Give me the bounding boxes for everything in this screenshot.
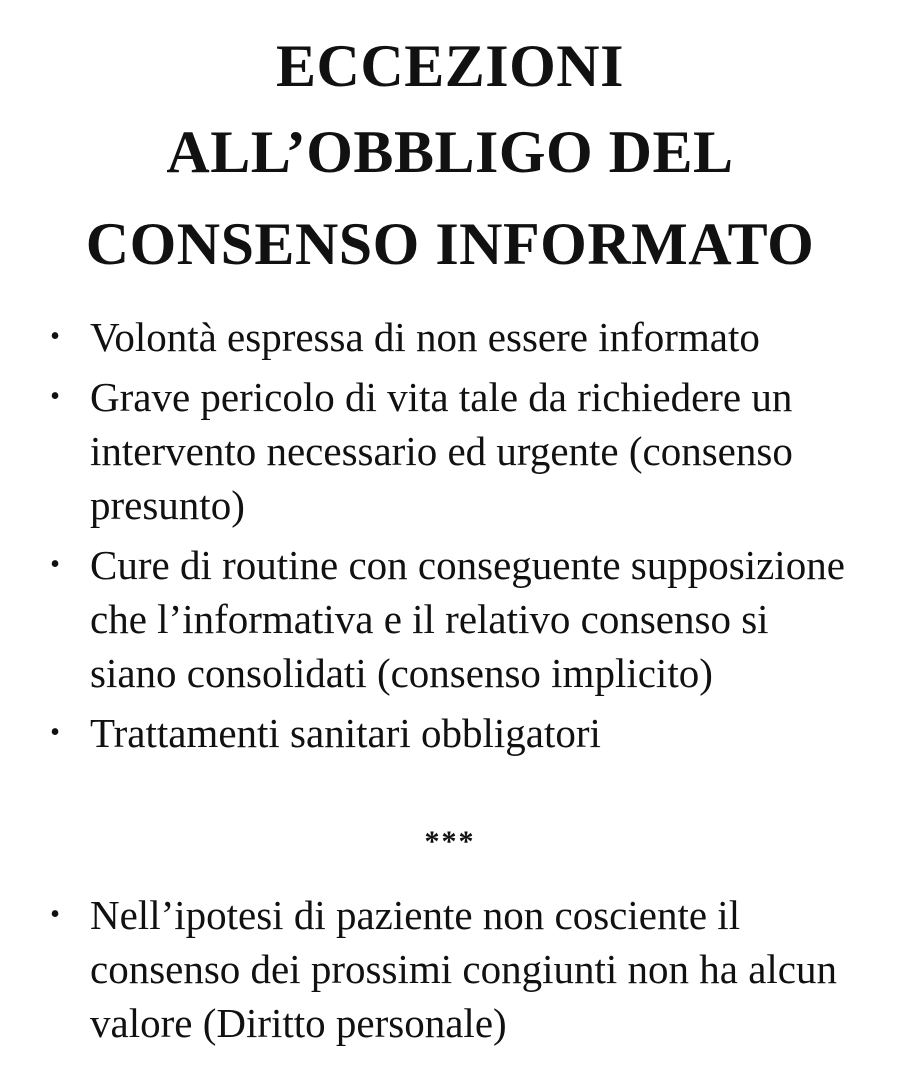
title-line-1: ECCEZIONI xyxy=(276,33,624,99)
bullet-icon: • xyxy=(50,321,60,352)
final-note-list xyxy=(40,888,860,1056)
bullet-icon: • xyxy=(50,717,60,748)
bullet-icon: • xyxy=(50,381,60,412)
list-item-text: Cure di routine con conseguente supposizione che l’informativa e il relativo consenso si siano consolidati (consenso implicito) xyxy=(90,542,845,696)
list-item-text: Trattamenti sanitari obbligatori xyxy=(90,710,601,756)
list-item xyxy=(40,310,860,364)
bullet-icon: • xyxy=(50,899,60,930)
title-line-2: ALL’OBBLIGO DEL xyxy=(166,119,734,185)
bullet-icon: • xyxy=(50,549,60,580)
list-item-text: Nell’ipotesi di paziente non cosciente il consenso dei prossimi congiunti non ha alcun valore (Diritto personale) xyxy=(90,892,837,1046)
section-separator: *** xyxy=(424,825,476,858)
list-item-text: Grave pericolo di vita tale da richiedere un intervento necessario ed urgente (consenso presunto) xyxy=(90,374,793,528)
list-item xyxy=(40,706,860,760)
list-item xyxy=(40,888,860,1050)
exceptions-list xyxy=(40,310,860,766)
page-title xyxy=(0,26,900,284)
list-item-text: Volontà espressa di non essere informato xyxy=(90,314,760,360)
list-item xyxy=(40,538,860,700)
title-line-3: CONSENSO INFORMATO xyxy=(85,211,815,277)
list-item xyxy=(40,370,860,532)
